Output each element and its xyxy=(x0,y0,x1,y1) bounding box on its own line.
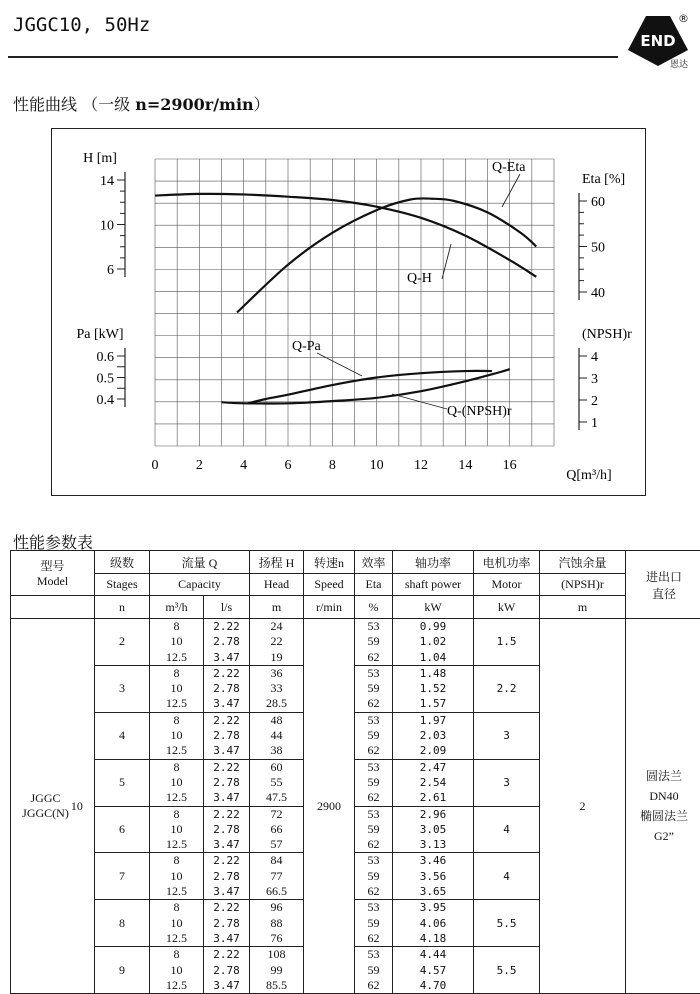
cell-motor: 3 xyxy=(474,759,540,806)
cell-p: 0.99 1.02 1.04 xyxy=(393,619,474,666)
cell-eta: 53 59 62 xyxy=(355,619,393,666)
cell-p: 2.96 3.05 3.13 xyxy=(393,806,474,853)
cell-eta: 53 59 62 xyxy=(355,853,393,900)
head-tick-label: 14 xyxy=(100,174,114,189)
header-head-en: Head xyxy=(250,574,304,596)
x-tick-label: 8 xyxy=(329,458,336,473)
cell-q: 8 10 12.5 xyxy=(150,900,204,947)
npsh-tick-label: 3 xyxy=(591,372,598,387)
cell-q: 8 10 12.5 xyxy=(150,619,204,666)
logo-text-icon: END xyxy=(640,32,675,50)
npsh-tick-label: 1 xyxy=(591,416,598,431)
x-tick-label: 4 xyxy=(240,458,247,473)
header-blank xyxy=(11,596,95,619)
cell-ls: 2.22 2.78 3.47 xyxy=(204,853,250,900)
header-stages-en: Stages xyxy=(95,574,150,596)
header-eta-cn: 效率 xyxy=(355,551,393,574)
header-speed-en: Speed xyxy=(304,574,355,596)
header-npsh-cn: 汽蚀余量 xyxy=(540,551,626,574)
cell-p: 4.44 4.57 4.70 xyxy=(393,947,474,994)
power-tick-label: 0.4 xyxy=(97,393,115,408)
cell-q: 8 10 12.5 xyxy=(150,806,204,853)
series-Q-H xyxy=(155,194,536,277)
cell-ls: 2.22 2.78 3.47 xyxy=(204,947,250,994)
cell-q: 8 10 12.5 xyxy=(150,665,204,712)
brand-logo xyxy=(620,12,690,70)
x-axis-label: Q[m³/h] xyxy=(566,468,611,483)
cell-stages: 5 xyxy=(95,759,150,806)
x-tick-label: 16 xyxy=(503,458,517,473)
unit-motor: kW xyxy=(474,596,540,619)
power-tick-label: 0.5 xyxy=(97,372,115,387)
cell-motor: 1.5 xyxy=(474,619,540,666)
head-tick-label: 6 xyxy=(107,263,114,278)
npsh-tick-label: 4 xyxy=(591,350,598,365)
performance-chart xyxy=(52,129,645,495)
unit-eta: % xyxy=(355,596,393,619)
cell-q: 8 10 12.5 xyxy=(150,712,204,759)
leader-Q-Pa xyxy=(317,353,362,376)
cell-h: 108 99 85.5 xyxy=(250,947,304,994)
svg-text:®: ® xyxy=(678,12,689,25)
unit-shaft: kW xyxy=(393,596,474,619)
cell-eta: 53 59 62 xyxy=(355,947,393,994)
x-tick-label: 14 xyxy=(458,458,472,473)
cell-speed: 2900 xyxy=(304,619,355,994)
header-port: 进出口 直径 xyxy=(626,551,700,619)
header-shaft-cn: 轴功率 xyxy=(393,551,474,574)
header-motor-cn: 电机功率 xyxy=(474,551,540,574)
header-capacity-en: Capacity xyxy=(150,574,250,596)
cell-ls: 2.22 2.78 3.47 xyxy=(204,619,250,666)
cell-motor: 5.5 xyxy=(474,900,540,947)
table-section-title: 性能参数表 xyxy=(13,530,93,553)
cell-stages: 8 xyxy=(95,900,150,947)
cell-stages: 3 xyxy=(95,665,150,712)
cell-p: 3.46 3.56 3.65 xyxy=(393,853,474,900)
unit-stages: n xyxy=(95,596,150,619)
cell-eta: 53 59 62 xyxy=(355,806,393,853)
header-model: 型号 Model xyxy=(11,551,95,596)
cell-ls: 2.22 2.78 3.47 xyxy=(204,806,250,853)
cell-q: 8 10 12.5 xyxy=(150,947,204,994)
cell-eta: 53 59 62 xyxy=(355,665,393,712)
cell-motor: 2.2 xyxy=(474,665,540,712)
series-label-Q-H: Q-H xyxy=(407,271,432,286)
cell-motor: 4 xyxy=(474,853,540,900)
cell-h: 24 22 19 xyxy=(250,619,304,666)
cell-p: 1.48 1.52 1.57 xyxy=(393,665,474,712)
head-axis-label: H [m] xyxy=(83,151,117,166)
header-speed-cn: 转速n xyxy=(304,551,355,574)
cell-ls: 2.22 2.78 3.47 xyxy=(204,712,250,759)
head-tick-label: 10 xyxy=(100,219,114,234)
series-label-Q-Eta: Q-Eta xyxy=(492,160,526,175)
cell-model: JGGC JGGC(N) 10 xyxy=(11,619,95,994)
leader-Q-Eta xyxy=(502,174,520,207)
header-npsh-en: (NPSH)r xyxy=(540,574,626,596)
unit-m3h: m³/h xyxy=(150,596,204,619)
cell-eta: 53 59 62 xyxy=(355,759,393,806)
x-tick-label: 10 xyxy=(370,458,384,473)
cell-stages: 7 xyxy=(95,853,150,900)
x-tick-label: 12 xyxy=(414,458,428,473)
cell-npsh: 2 xyxy=(540,619,626,994)
cell-h: 96 88 76 xyxy=(250,900,304,947)
page-title: JGGC10, 50Hz xyxy=(13,14,150,36)
header-rule xyxy=(8,56,618,58)
eta-axis-label: Eta [%] xyxy=(582,172,625,187)
cell-p: 1.97 2.03 2.09 xyxy=(393,712,474,759)
cell-motor: 4 xyxy=(474,806,540,853)
eta-tick-label: 40 xyxy=(591,286,605,301)
header-motor-en: Motor xyxy=(474,574,540,596)
cell-h: 48 44 38 xyxy=(250,712,304,759)
eta-tick-label: 60 xyxy=(591,195,605,210)
cell-eta: 53 59 62 xyxy=(355,712,393,759)
cell-h: 36 33 28.5 xyxy=(250,665,304,712)
cell-ls: 2.22 2.78 3.47 xyxy=(204,759,250,806)
power-axis-label: Pa [kW] xyxy=(76,327,123,342)
cell-stages: 6 xyxy=(95,806,150,853)
eta-tick-label: 50 xyxy=(591,241,605,256)
cell-stages: 2 xyxy=(95,619,150,666)
x-tick-label: 6 xyxy=(285,458,292,473)
performance-table xyxy=(10,550,700,994)
header-shaft-en: shaft power xyxy=(393,574,474,596)
series-label-Q-Pa: Q-Pa xyxy=(292,339,322,354)
series-label-Q-(NPSH)r: Q-(NPSH)r xyxy=(447,404,512,419)
cell-p: 2.47 2.54 2.61 xyxy=(393,759,474,806)
header-capacity-cn: 流量 Q xyxy=(150,551,250,574)
svg-text:恩达: 恩达 xyxy=(670,58,688,70)
unit-speed: r/min xyxy=(304,596,355,619)
curve-section-title: 性能曲线 （一级 n=2900r/min） xyxy=(13,92,270,115)
unit-ls: l/s xyxy=(204,596,250,619)
cell-motor: 5.5 xyxy=(474,947,540,994)
npsh-tick-label: 2 xyxy=(591,394,598,409)
cell-stages: 4 xyxy=(95,712,150,759)
header-head-cn: 扬程 H xyxy=(250,551,304,574)
npsh-axis-label: (NPSH)r xyxy=(582,327,632,342)
cell-q: 8 10 12.5 xyxy=(150,853,204,900)
cell-stages: 9 xyxy=(95,947,150,994)
performance-chart-frame xyxy=(51,128,646,496)
cell-h: 84 77 66.5 xyxy=(250,853,304,900)
x-tick-label: 2 xyxy=(196,458,203,473)
x-tick-label: 0 xyxy=(152,458,159,473)
cell-p: 3.95 4.06 4.18 xyxy=(393,900,474,947)
unit-head: m xyxy=(250,596,304,619)
cell-ls: 2.22 2.78 3.47 xyxy=(204,665,250,712)
header-eta-en: Eta xyxy=(355,574,393,596)
cell-q: 8 10 12.5 xyxy=(150,759,204,806)
cell-h: 60 55 47.5 xyxy=(250,759,304,806)
cell-motor: 3 xyxy=(474,712,540,759)
series-Q-Eta xyxy=(237,198,536,312)
unit-npsh: m xyxy=(540,596,626,619)
power-tick-label: 0.6 xyxy=(97,350,115,365)
cell-eta: 53 59 62 xyxy=(355,900,393,947)
leader-Q-(NPSH)r xyxy=(392,394,447,409)
cell-port: 圆法兰 DN40 椭圆法兰 G2” xyxy=(626,619,700,994)
cell-ls: 2.22 2.78 3.47 xyxy=(204,900,250,947)
cell-h: 72 66 57 xyxy=(250,806,304,853)
table-row xyxy=(11,619,700,666)
header-stages-cn: 级数 xyxy=(95,551,150,574)
